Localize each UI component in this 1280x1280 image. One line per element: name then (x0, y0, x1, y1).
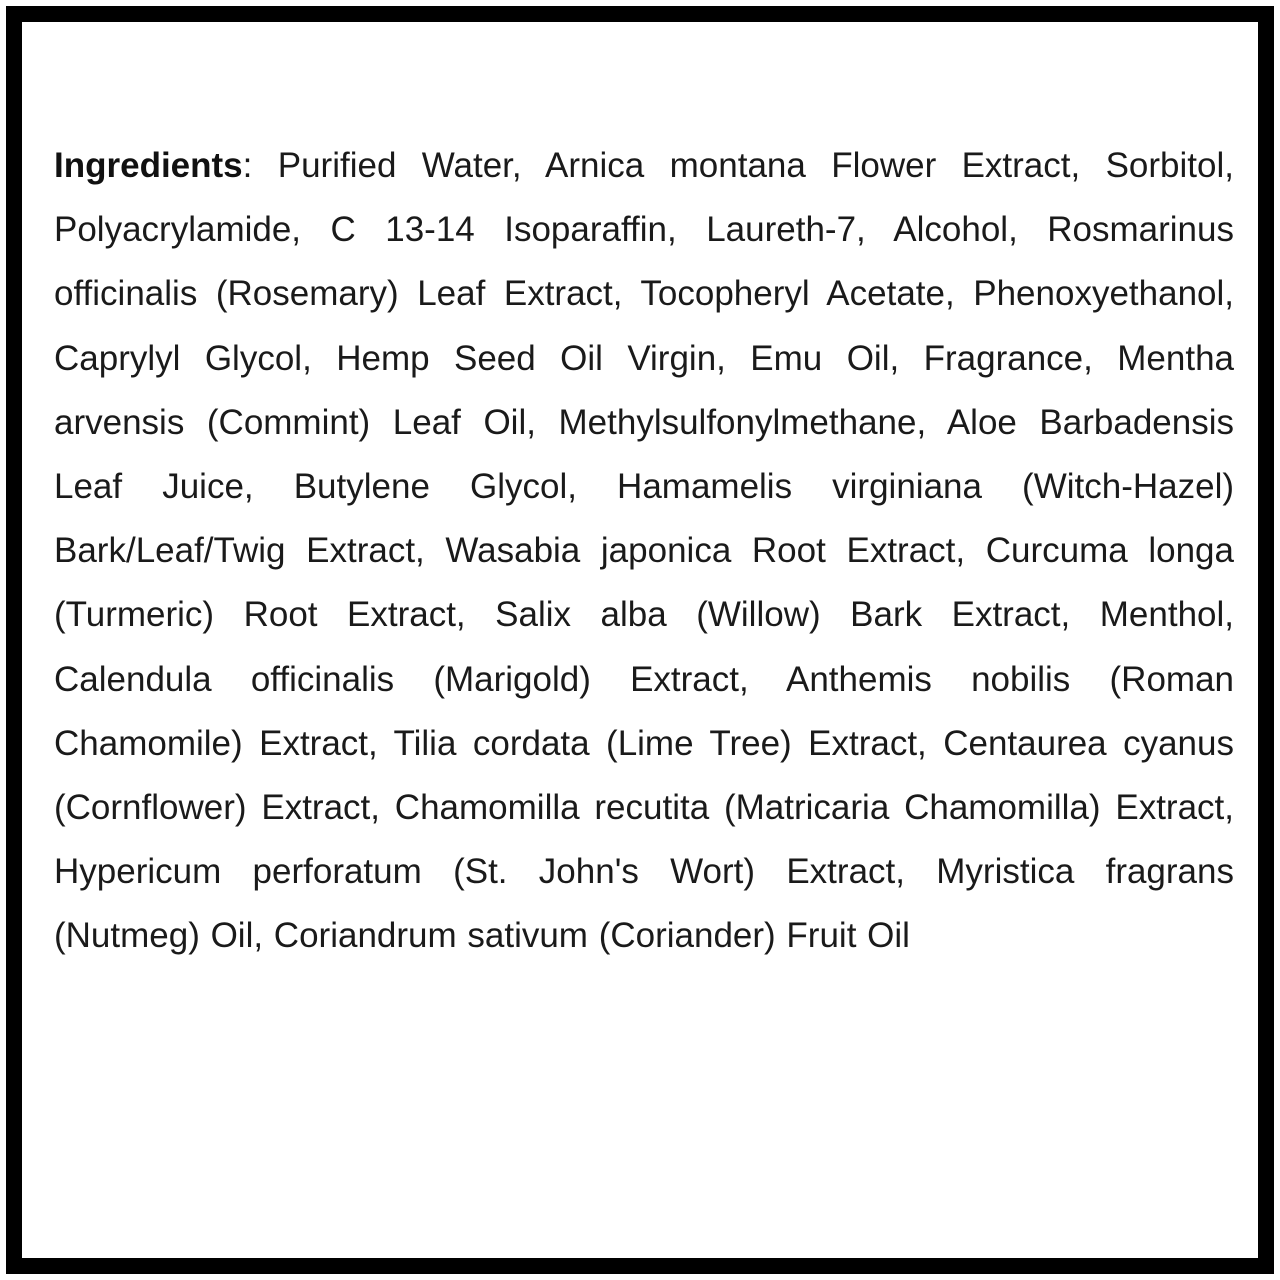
ingredients-separator: : (242, 146, 253, 185)
ingredients-paragraph (54, 134, 1234, 969)
ingredients-list: Purified Water, Arnica montana Flower Extract, Sorbitol, Polyacrylamide, C 13-14 Isoparaffin, Laureth-7, Alcohol, Rosmarinus officinalis (Rosemary) Leaf Extract, Tocopheryl Acetate, Phenoxyethanol, Caprylyl Glycol, Hemp Seed Oil Virgin, Emu Oil, Fragrance, Mentha arvensis (Commint) Leaf Oil, Methylsulfonylmethane, Aloe Barbadensis Leaf Juice, Butylene Glycol, Hamamelis virginiana (Witch-Hazel) Bark/Leaf/Twig Extract, Wasabia japonica Root Extract, Curcuma longa (Turmeric) Root Extract, Salix alba (Willow) Bark Extract, Menthol, Calendula officinalis (Marigold) Extract, Anthemis nobilis (Roman Chamomile) Extract, Tilia cordata (Lime Tree) Extract, Centaurea cyanus (Cornflower) Extract, Chamomilla recutita (Matricaria Chamomilla) Extract, Hypericum perforatum (St. John's Wort) Extract, Myristica fragrans (Nutmeg) Oil, Coriandrum sativum (Coriander) Fruit Oil (54, 146, 1234, 956)
ingredients-label: Ingredients (54, 146, 243, 185)
